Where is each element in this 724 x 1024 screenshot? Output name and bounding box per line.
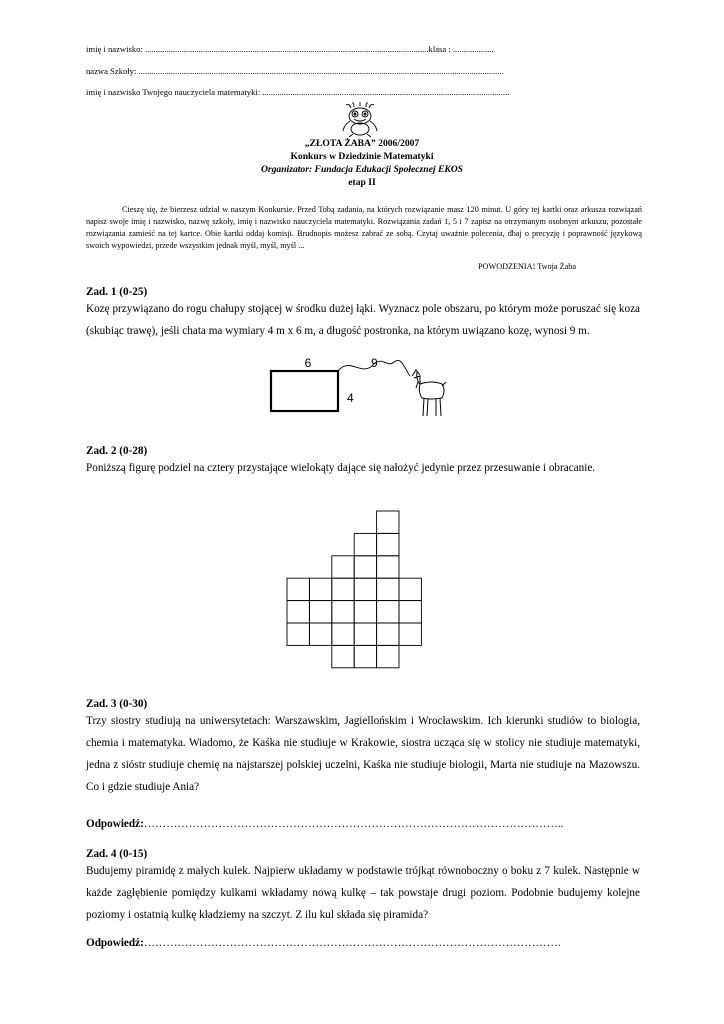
grid-cell (399, 578, 421, 600)
house-height-label: 4 (347, 391, 354, 405)
grid-cell (309, 623, 331, 645)
grid-cell (377, 511, 399, 533)
grid-cell (354, 601, 376, 623)
task-1-text: Kozę przywiązano do rogu chałupy stojącej w środku dużej łąki. Wyznacz pole obszaru, po którym może poruszać się koza (skubiąc trawę), jeśli chata ma wymiary 4 m x 6 m, a długość postronka, na którym uwiązano kozę, wynosi 9 m. (86, 303, 640, 337)
stage-label: etap II (348, 177, 376, 188)
grid-cell (377, 578, 399, 600)
frog-icon (340, 103, 380, 137)
grid-cell (399, 601, 421, 623)
task-4-title: Zad. 4 (0-15) (86, 848, 148, 860)
organizer-line: Organizator: Fundacja Edukacji Społecznej EKOS (260, 164, 464, 175)
grid-cell (377, 645, 399, 667)
contest-title: „ZŁOTA ŻABA” 2006/2007 (304, 138, 420, 149)
instructions-text: Cieszę się, że bierzesz udział w naszym Konkursie. Przed Tobą zadania, na których rozwiązanie masz 120 minut. U góry tej kartki oraz arkusza rozwiązań napisz swoje imię i nazwisko, nazwę szkoły, imię i nazwisko nauczyciela matematyki. Rozwiązania zadań 1, 5 i 7 zapisz na otrzymanym osobnym arkuszu, pozostałe rozwiązania zamieść na tej kartce. Obie kartki oddaj komisji. Brudnopis możesz zabrać ze sobą. Czytaj uważnie polecenia, dbaj o precyzję i poprawność językową swoich wypowiedzi, przede wszystkim jednak myśl, myśl, myśl ... (86, 205, 642, 250)
task-4-answer-label: Odpowiedź: (86, 937, 144, 949)
signoff: POWODZENIA! Twoja Żaba (478, 262, 576, 271)
task-3-text: Trzy siostry studiują na uniwersytetach: Warszawskim, Jagiellońskim i Wrocławskim. Ich kierunki studiów to biologia, chemia i matematyka. Wiadomo, że Kaśka nie studiuje w Krakowie, siostra ucząca się w stolicy nie studiuje matematyki, jedna z sióstr studiuje chemię na najstarszej polskiej uczelni, Kaśka nie studiuje biologii, Marta nie studiuje na Mazowszu. Co i gdzie studiuje Ania? (86, 715, 640, 793)
goat-icon (412, 370, 446, 416)
task-3-answer-label: Odpowiedź: (86, 818, 144, 830)
task-2-title: Zad. 2 (0-28) (86, 445, 148, 457)
task-2-text: Poniższą figurę podziel na cztery przystające wielokąty dające się nałożyć jedynie przez przesuwanie i obracanie. (86, 462, 596, 474)
task-3-title: Zad. 3 (0-30) (86, 698, 148, 710)
task-4-answer-dots: …………………………………………………………………………………………………. (143, 937, 561, 949)
grid-cell (377, 533, 399, 555)
grid-cell (309, 601, 331, 623)
instructions-paragraph (86, 204, 642, 252)
contest-subtitle: Konkurs w Dziedzinie Matematyki (290, 151, 434, 162)
grid-cell (332, 578, 354, 600)
task-1-title: Zad. 1 (0-25) (86, 286, 148, 298)
task-3-answer-line[interactable] (86, 818, 563, 830)
grid-cell (309, 578, 331, 600)
rope-length-label: 9 (371, 356, 378, 370)
house-rectangle (271, 371, 338, 411)
grid-cell (332, 645, 354, 667)
grid-cell (332, 601, 354, 623)
grid-cell (354, 623, 376, 645)
grid-cell (332, 623, 354, 645)
school-name-line[interactable]: nazwa Szkoły: .......................................................................................................................................................................... (86, 66, 504, 76)
grid-cell (377, 556, 399, 578)
grid-cell (377, 601, 399, 623)
student-name-line[interactable]: imię i nazwisko: ....................................................................................................................................klasa : ................... (86, 44, 494, 54)
house-width-label: 6 (304, 356, 312, 370)
goat-figure (270, 354, 470, 424)
grid-cell (287, 601, 309, 623)
grid-cell (287, 623, 309, 645)
grid-cell (354, 578, 376, 600)
grid-cell (287, 578, 309, 600)
grid-cell (399, 623, 421, 645)
task-4-text: Budujemy piramidę z małych kulek. Najpierw układamy w podstawie trójkąt równoboczny o boku z 7 kulek. Następnie w każde zagłębienie pomiędzy kulkami wkładamy nową kulkę – tak powstaje drugi poziom. Podobnie budujemy kolejne poziomy i ostatnią kulkę kładziemy na szczyt. Z ilu kul składa się piramida? (86, 865, 640, 921)
grid-cell (354, 533, 376, 555)
grid-cell (377, 623, 399, 645)
grid-cell (354, 556, 376, 578)
grid-cell (332, 556, 354, 578)
task-3-answer-dots: ………………………………………………………………………………………………….. (143, 818, 564, 830)
grid-figure (286, 510, 426, 676)
task-4-answer-line[interactable] (86, 937, 561, 949)
grid-cell (354, 645, 376, 667)
teacher-name-line[interactable]: imię i nazwisko Twojego nauczyciela matematyki: ................................................................................................................... (86, 87, 510, 97)
